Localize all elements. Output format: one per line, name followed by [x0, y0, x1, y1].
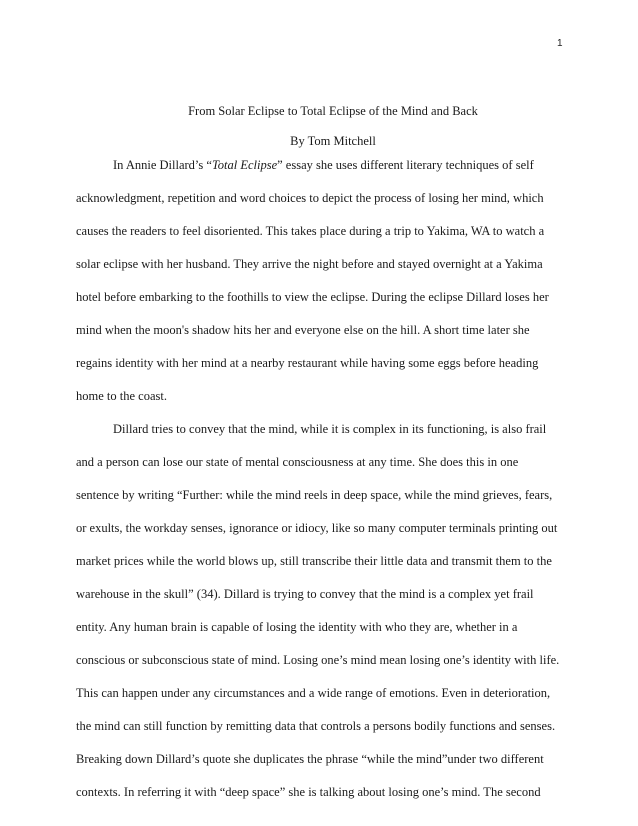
paragraph-line: home to the coast. — [76, 389, 167, 403]
paragraph-line: Dillard tries to convey that the mind, while it is complex in its functioning, is also frail — [113, 422, 547, 436]
paragraph-line: market prices while the world blows up, still transcribe their little data and transmit them to the — [76, 554, 552, 568]
paragraph-line: solar eclipse with her husband. They arrive the night before and stayed overnight at a Yakima — [76, 257, 543, 271]
paragraph-line: Breaking down Dillard’s quote she duplicates the phrase “while the mind”under two different — [76, 752, 544, 766]
document-title: From Solar Eclipse to Total Eclipse of the Mind and Back — [188, 104, 478, 118]
paragraph-line: sentence by writing “Further: while the mind reels in deep space, while the mind grieves, fears, — [76, 488, 553, 502]
paragraph-line: regains identity with her mind at a nearby restaurant while having some eggs before heading — [76, 356, 539, 370]
paragraph-line: the mind can still function by remitting data that controls a persons bodily functions and senses. — [76, 719, 556, 733]
paragraph-line: warehouse in the skull” (34). Dillard is trying to convey that the mind is a complex yet frail — [76, 587, 534, 601]
author-byline: By Tom Mitchell — [290, 134, 376, 148]
line-text-post: ” essay she uses different literary techniques of self — [277, 158, 534, 172]
paragraph-line: causes the readers to feel disoriented. This takes place during a trip to Yakima, WA to watch a — [76, 224, 545, 238]
page-number: 1 — [557, 38, 563, 49]
paragraph-line: or exults, the workday senses, ignorance or idiocy, like so many computer terminals printing out — [76, 521, 558, 535]
line-text-pre: In Annie Dillard’s “ — [113, 158, 212, 172]
paragraph-line: This can happen under any circumstances and a wide range of emotions. Even in deterioration, — [76, 686, 551, 700]
paragraph-line: contexts. In referring it with “deep space” she is talking about losing one’s mind. The second — [76, 785, 541, 799]
paragraph-line: acknowledgment, repetition and word choices to depict the process of losing her mind, which — [76, 191, 544, 205]
essay-title-italic: Total Eclipse — [211, 158, 278, 172]
paragraph-line: conscious or subconscious state of mind. Losing one’s mind mean losing one’s identity with life. — [76, 653, 560, 667]
paragraph-line: entity. Any human brain is capable of losing the identity with who they are, whether in a — [76, 620, 518, 634]
paragraph-line: and a person can lose our state of mental consciousness at any time. She does this in one — [76, 455, 519, 469]
paragraph-line — [113, 157, 534, 173]
paragraph-line: mind when the moon's shadow hits her and everyone else on the hill. A short time later she — [76, 323, 530, 337]
paragraph-line: hotel before embarking to the foothills to view the eclipse. During the eclipse Dillard loses her — [76, 290, 549, 304]
